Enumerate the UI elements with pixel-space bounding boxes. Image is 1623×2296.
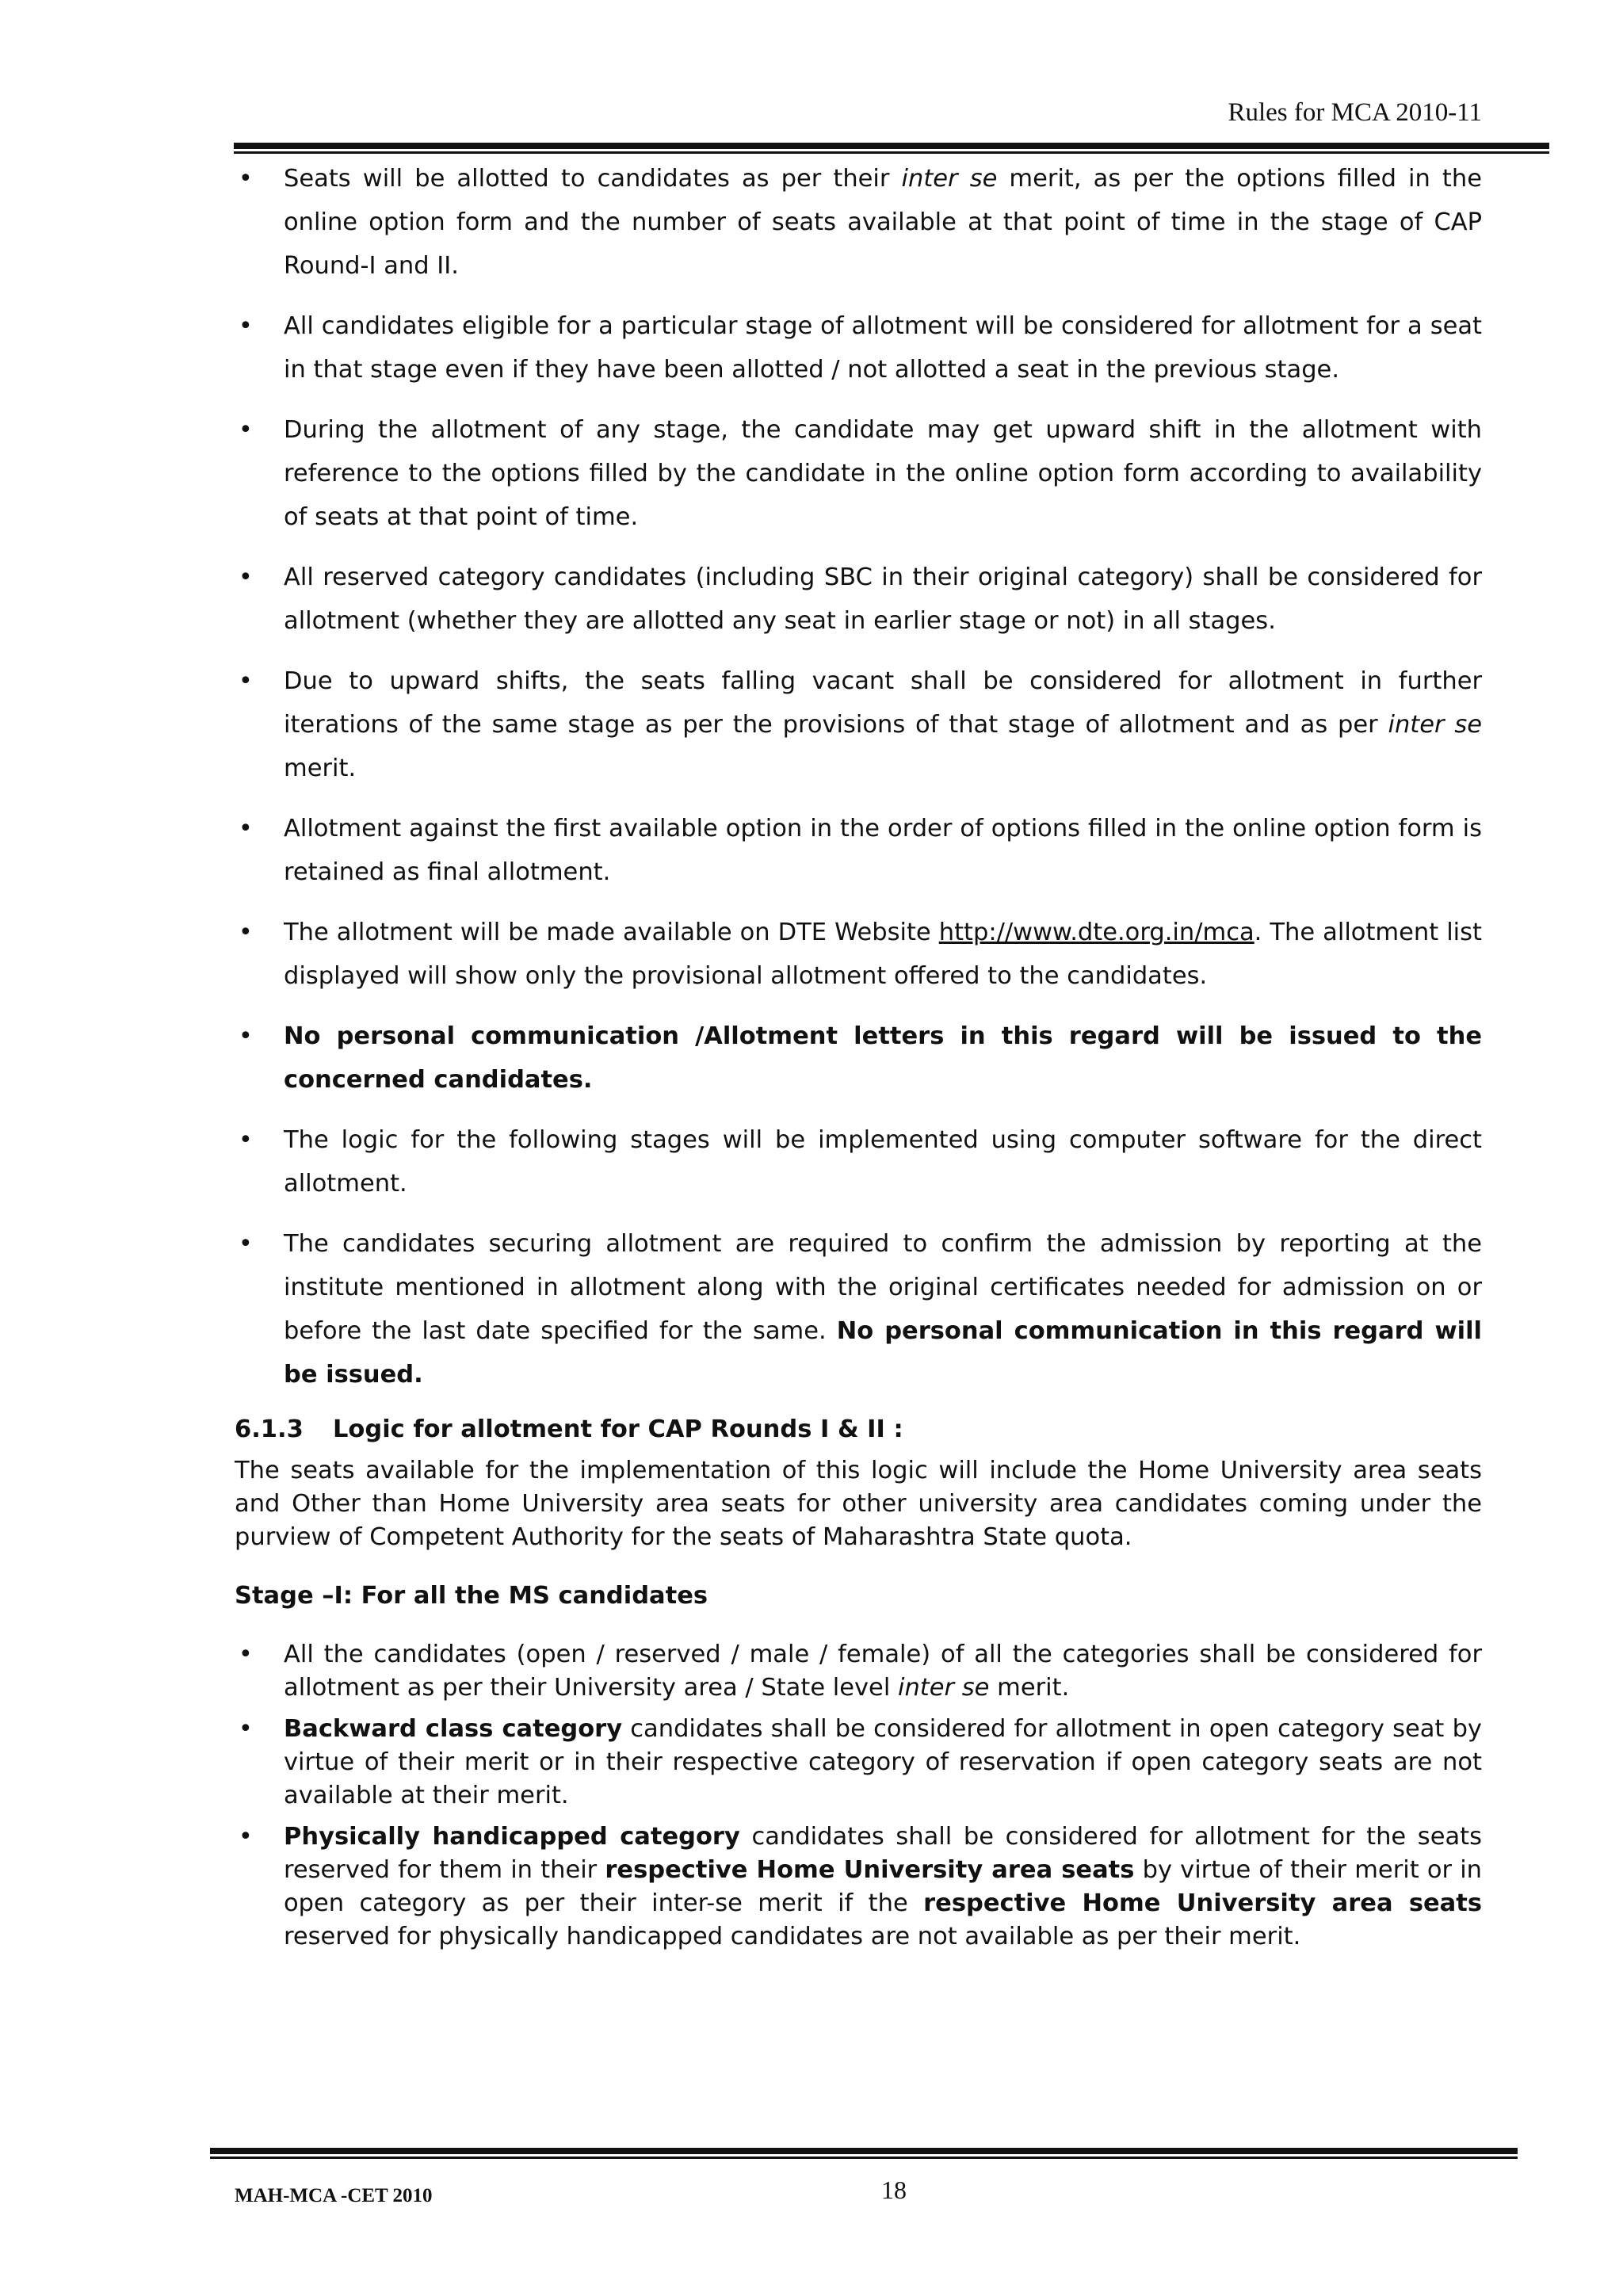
list-item-text: . The allotment list displayed will show only the provisional allotment offered to the candidates.	[284, 919, 1483, 990]
section-title: Logic for allotment for CAP Rounds I & II :	[333, 1415, 903, 1443]
list-item-text: No personal communication in this regard will be issued.	[284, 1317, 1482, 1389]
list-item-text: The candidates securing allotment are required to confirm the admission by reporting at the institute mentioned in allotment along with the original certificates needed for admission on or before the last date specified for the same.	[284, 1230, 1482, 1345]
bullet-icon: •	[239, 667, 253, 695]
bullet-icon: •	[239, 1022, 253, 1050]
running-header: Rules for MCA 2010-11	[1228, 98, 1482, 127]
bullet-icon: •	[239, 1126, 253, 1154]
list-item-text: by virtue of their merit or in open category as per their inter-se merit if the	[284, 1856, 1482, 1917]
bullet-icon: •	[239, 1715, 253, 1743]
list-item-text: respective Home University area seats	[605, 1856, 1135, 1884]
list-item-text: The allotment will be made available on DTE Website	[284, 919, 939, 946]
list-item	[235, 807, 1482, 894]
list-item	[235, 1014, 1482, 1102]
list-item-text: The logic for the following stages will be implemented using computer software for the direct allotment.	[284, 1126, 1482, 1198]
list-item	[235, 408, 1482, 539]
bullet-icon: •	[239, 1823, 253, 1851]
main-content	[235, 157, 1482, 1962]
stage-list	[235, 1638, 1482, 1954]
list-item-text: All reserved category candidates (including SBC in their original category) shall be considered for allotment (whether they are allotted any seat in earlier stage or not) in all stages.	[284, 563, 1482, 635]
bullet-icon: •	[239, 416, 253, 444]
footer-rule	[210, 2148, 1518, 2159]
list-item-text: inter se	[901, 165, 998, 193]
bullet-icon: •	[239, 1641, 253, 1668]
section-number: 6.1.3	[235, 1415, 304, 1443]
bullet-icon: •	[239, 312, 253, 340]
list-item-text: inter se	[1388, 711, 1483, 739]
list-item-text: Due to upward shifts, the seats falling vacant shall be considered for allotment in further iterations of the same stage as per the provisions of that stage of allotment and as per	[284, 667, 1482, 739]
list-item-text: All candidates eligible for a particular stage of allotment will be considered for allotment for a seat in that stage even if they have been allotted / not allotted a seat in the previous stage.	[284, 312, 1482, 384]
bullet-icon: •	[239, 919, 253, 946]
list-item-text: merit.	[284, 755, 357, 782]
list-item-text: candidates shall be considered for allotment for the seats reserved for them in their	[284, 1823, 1482, 1884]
list-item-text: Allotment against the first available option in the order of options filled in the online option form is retained as final allotment.	[284, 815, 1482, 886]
website-link[interactable]: http://www.dte.org.in/mca	[938, 919, 1254, 946]
list-item-text: candidates shall be considered for allotment in open category seat by virtue of their merit or in their respective category of reservation if open category seats are not available at their merit.	[284, 1715, 1482, 1809]
list-item	[235, 1638, 1482, 1705]
list-item	[235, 1713, 1482, 1813]
list-item-text: merit, as per the options filled in the online option form and the number of seats available at that point of time in the stage of CAP Round-I and II.	[284, 165, 1482, 280]
stage-heading: Stage –I: For all the MS candidates	[235, 1582, 708, 1610]
list-item	[235, 659, 1482, 790]
list-item	[235, 1222, 1482, 1396]
header-rule	[234, 143, 1549, 154]
bullet-icon: •	[239, 1230, 253, 1258]
footer-exam-name: MAH-MCA -CET 2010	[235, 2185, 433, 2206]
section-heading	[235, 1413, 1482, 1446]
list-item-text: respective Home University area seats	[923, 1889, 1482, 1917]
section-paragraph: The seats available for the implementation of this logic will include the Home University area seats and Other than Home University area seats for other university area candidates coming under the purview of Competent Authority for the seats of Maharashtra State quota.	[235, 1457, 1482, 1551]
list-item	[235, 304, 1482, 392]
page-number: 18	[881, 2176, 907, 2204]
list-item-text: Seats will be allotted to candidates as per their	[284, 165, 902, 193]
list-item-text: All the candidates (open / reserved / male / female) of all the categories shall be considered for allotment as per their University area / State level	[284, 1641, 1482, 1702]
list-item-text: During the allotment of any stage, the candidate may get upward shift in the allotment with reference to the options filled by the candidate in the online option form according to availability of seats at that point of time.	[284, 416, 1482, 531]
list-item-text: No personal communication /Allotment letters in this regard will be issued to the concerned candidates.	[284, 1022, 1482, 1094]
list-item-text: reserved for physically handicapped candidates are not available as per their merit.	[284, 1923, 1301, 1950]
list-item-text: Physically handicapped category	[284, 1823, 740, 1851]
list-item	[235, 157, 1482, 288]
bullet-icon: •	[239, 165, 253, 193]
rules-list	[235, 157, 1482, 1396]
list-item	[235, 556, 1482, 643]
list-item	[235, 911, 1482, 998]
list-item-text: inter se	[898, 1674, 990, 1702]
list-item-text: merit.	[989, 1674, 1070, 1702]
bullet-icon: •	[239, 563, 253, 591]
bullet-icon: •	[239, 815, 253, 842]
list-item-text: Backward class category	[284, 1715, 623, 1743]
list-item	[235, 1118, 1482, 1205]
list-item	[235, 1820, 1482, 1954]
